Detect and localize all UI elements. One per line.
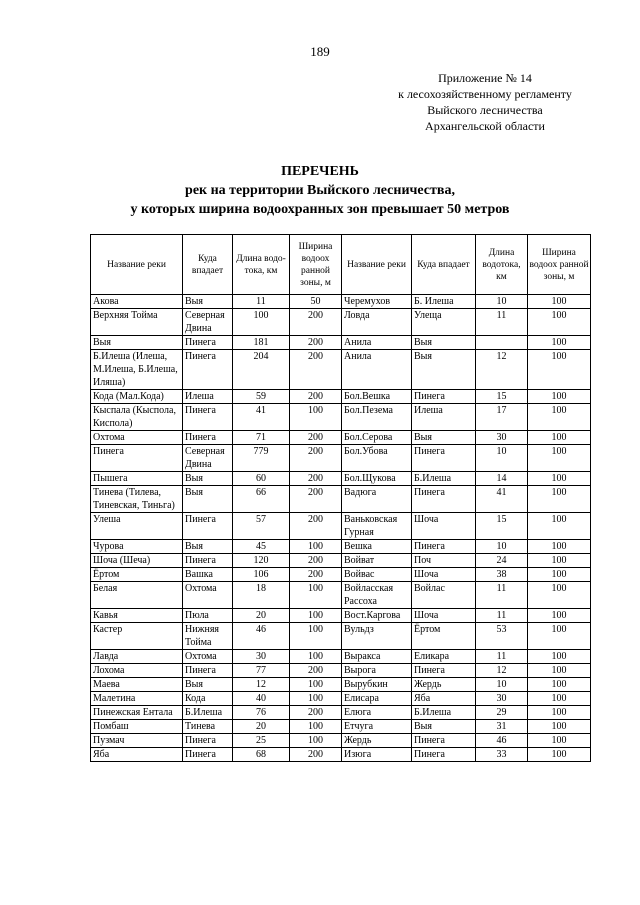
river-name-cell: Улеша [91, 513, 183, 540]
zone-width-cell: 100 [528, 431, 591, 445]
table-row [91, 404, 591, 431]
zone-width-cell: 200 [290, 350, 342, 390]
river-mouth-cell: Яба [412, 692, 476, 706]
table-row [91, 295, 591, 309]
river-length-cell: 18 [233, 582, 290, 609]
zone-width-cell: 100 [528, 295, 591, 309]
zone-width-cell: 100 [528, 336, 591, 350]
table-row [91, 748, 591, 762]
river-mouth-cell: Выя [183, 472, 233, 486]
river-length-cell: 17 [476, 404, 528, 431]
zone-width-cell: 100 [528, 390, 591, 404]
river-length-cell: 10 [476, 540, 528, 554]
river-length-cell: 11 [476, 609, 528, 623]
river-length-cell: 46 [233, 623, 290, 650]
table-row [91, 582, 591, 609]
river-length-cell: 46 [476, 734, 528, 748]
river-length-cell: 40 [233, 692, 290, 706]
river-length-cell: 24 [476, 554, 528, 568]
zone-width-cell: 200 [290, 554, 342, 568]
zone-width-cell: 100 [290, 623, 342, 650]
river-mouth-cell: Пинега [412, 734, 476, 748]
river-length-cell: 106 [233, 568, 290, 582]
zone-width-cell: 100 [290, 404, 342, 431]
river-length-cell: 204 [233, 350, 290, 390]
table-row [91, 650, 591, 664]
river-name-cell: Войласская Рассоха [342, 582, 412, 609]
river-mouth-cell: Пинега [183, 554, 233, 568]
river-mouth-cell: Илеша [183, 390, 233, 404]
river-length-cell: 10 [476, 295, 528, 309]
river-name-cell: Выракса [342, 650, 412, 664]
river-name-cell: Чурова [91, 540, 183, 554]
zone-width-cell: 200 [290, 309, 342, 336]
river-length-cell: 20 [233, 609, 290, 623]
river-name-cell: Бол.Убова [342, 445, 412, 472]
river-length-cell [476, 336, 528, 350]
river-name-cell: Кыспала (Кыспола, Киспола) [91, 404, 183, 431]
table-row [91, 472, 591, 486]
river-length-cell: 30 [476, 431, 528, 445]
river-length-cell: 11 [476, 309, 528, 336]
river-mouth-cell: Пинега [183, 336, 233, 350]
river-length-cell: 77 [233, 664, 290, 678]
zone-width-cell: 50 [290, 295, 342, 309]
appendix-line: Выйского лесничества [427, 103, 543, 117]
table-row [91, 568, 591, 582]
zone-width-cell: 100 [528, 568, 591, 582]
river-mouth-cell: Пинега [412, 486, 476, 513]
column-header: Ширина водоох ранной зоны, м [528, 235, 591, 295]
table-row [91, 554, 591, 568]
zone-width-cell: 200 [290, 445, 342, 472]
table-row [91, 445, 591, 472]
river-length-cell: 71 [233, 431, 290, 445]
table-row [91, 309, 591, 336]
river-mouth-cell: Пинега [412, 540, 476, 554]
zone-width-cell: 100 [528, 664, 591, 678]
zone-width-cell: 100 [528, 582, 591, 609]
zone-width-cell: 100 [528, 445, 591, 472]
zone-width-cell: 100 [528, 309, 591, 336]
column-header: Куда впадает [412, 235, 476, 295]
column-header: Название реки [342, 235, 412, 295]
appendix-note [360, 70, 610, 134]
river-name-cell: Лохома [91, 664, 183, 678]
heading-line: у которых ширина водоохранных зон превышает 50 метров [130, 202, 510, 217]
table-row [91, 664, 591, 678]
river-mouth-cell: Тинева [183, 720, 233, 734]
river-mouth-cell: Пинега [183, 431, 233, 445]
river-mouth-cell: Улеща [412, 309, 476, 336]
table-header-row [91, 235, 591, 295]
zone-width-cell: 100 [290, 678, 342, 692]
table-row [91, 336, 591, 350]
river-name-cell: Войвас [342, 568, 412, 582]
zone-width-cell: 200 [290, 568, 342, 582]
river-mouth-cell: Пинега [183, 350, 233, 390]
zone-width-cell: 200 [290, 472, 342, 486]
river-name-cell: Б.Илеша (Илеша, М.Илеша, Б.Илеша, Иляша) [91, 350, 183, 390]
column-header: Ширина водоох ранной зоны, м [290, 235, 342, 295]
river-length-cell: 25 [233, 734, 290, 748]
river-length-cell: 31 [476, 720, 528, 734]
river-mouth-cell: Выя [183, 540, 233, 554]
table-row [91, 486, 591, 513]
table-body [91, 295, 591, 762]
river-name-cell: Лавда [91, 650, 183, 664]
column-header: Длина водотока, км [476, 235, 528, 295]
river-mouth-cell: Охтома [183, 582, 233, 609]
zone-width-cell: 100 [290, 582, 342, 609]
river-mouth-cell: Выя [183, 678, 233, 692]
river-mouth-cell: Пинега [183, 734, 233, 748]
river-mouth-cell: Пинега [412, 748, 476, 762]
river-length-cell: 53 [476, 623, 528, 650]
page-number: 189 [310, 44, 330, 59]
appendix-line: к лесохозяйственному регламенту [398, 87, 572, 101]
river-mouth-cell: Выя [412, 350, 476, 390]
table-row [91, 734, 591, 748]
river-mouth-cell: Выя [183, 295, 233, 309]
zone-width-cell: 100 [528, 720, 591, 734]
river-name-cell: Малетина [91, 692, 183, 706]
river-name-cell: Тинева (Тилева, Тиневская, Тиньга) [91, 486, 183, 513]
river-name-cell: Кастер [91, 623, 183, 650]
river-mouth-cell: Илеша [412, 404, 476, 431]
river-mouth-cell: Еликара [412, 650, 476, 664]
river-name-cell: Кавья [91, 609, 183, 623]
river-length-cell: 60 [233, 472, 290, 486]
river-name-cell: Анила [342, 350, 412, 390]
zone-width-cell: 100 [528, 706, 591, 720]
zone-width-cell: 200 [290, 336, 342, 350]
river-name-cell: Охтома [91, 431, 183, 445]
river-length-cell: 41 [476, 486, 528, 513]
river-mouth-cell: Поч [412, 554, 476, 568]
river-mouth-cell: Северная Двина [183, 309, 233, 336]
river-name-cell: Шоча (Шеча) [91, 554, 183, 568]
zone-width-cell: 100 [528, 692, 591, 706]
heading-title: ПЕРЕЧЕНЬ [281, 164, 359, 179]
rivers-table [90, 234, 591, 762]
river-name-cell: Яба [91, 748, 183, 762]
river-mouth-cell: Пюла [183, 609, 233, 623]
zone-width-cell: 100 [290, 734, 342, 748]
river-mouth-cell: Б.Илеша [412, 472, 476, 486]
document-heading [0, 162, 640, 219]
river-name-cell: Ёртом [91, 568, 183, 582]
river-length-cell: 76 [233, 706, 290, 720]
river-mouth-cell: Пинега [183, 664, 233, 678]
zone-width-cell: 100 [528, 404, 591, 431]
zone-width-cell: 100 [528, 554, 591, 568]
table-row [91, 350, 591, 390]
river-length-cell: 30 [476, 692, 528, 706]
table-row [91, 540, 591, 554]
river-name-cell: Пышега [91, 472, 183, 486]
table-row [91, 431, 591, 445]
river-mouth-cell: Пинега [183, 513, 233, 540]
zone-width-cell: 100 [528, 472, 591, 486]
river-mouth-cell: Нижняя Тойма [183, 623, 233, 650]
river-mouth-cell: Ёртом [412, 623, 476, 650]
river-name-cell: Черемухов [342, 295, 412, 309]
zone-width-cell: 100 [528, 609, 591, 623]
river-name-cell: Вырубкин [342, 678, 412, 692]
river-length-cell: 45 [233, 540, 290, 554]
river-mouth-cell: Пинега [183, 748, 233, 762]
river-name-cell: Пузмач [91, 734, 183, 748]
zone-width-cell: 200 [290, 513, 342, 540]
river-mouth-cell: Кода [183, 692, 233, 706]
river-length-cell: 12 [233, 678, 290, 692]
river-name-cell: Елисара [342, 692, 412, 706]
river-name-cell: Изюга [342, 748, 412, 762]
zone-width-cell: 200 [290, 706, 342, 720]
table-row [91, 720, 591, 734]
river-length-cell: 15 [476, 390, 528, 404]
river-name-cell: Ваньковская Гурная [342, 513, 412, 540]
river-name-cell: Вост.Каргова [342, 609, 412, 623]
appendix-line: Приложение № 14 [438, 71, 532, 85]
river-length-cell: 100 [233, 309, 290, 336]
river-length-cell: 33 [476, 748, 528, 762]
river-length-cell: 14 [476, 472, 528, 486]
river-name-cell: Кода (Мал.Кода) [91, 390, 183, 404]
appendix-line: Архангельской области [425, 119, 545, 133]
river-length-cell: 68 [233, 748, 290, 762]
river-name-cell: Выя [91, 336, 183, 350]
river-mouth-cell: Б. Илеша [412, 295, 476, 309]
zone-width-cell: 100 [290, 609, 342, 623]
river-name-cell: Вырога [342, 664, 412, 678]
column-header: Длина водо-тока, км [233, 235, 290, 295]
table-row [91, 390, 591, 404]
river-length-cell: 779 [233, 445, 290, 472]
river-mouth-cell: Б.Илеша [183, 706, 233, 720]
river-mouth-cell: Пинега [412, 445, 476, 472]
river-name-cell: Бол.Щукова [342, 472, 412, 486]
zone-width-cell: 100 [528, 650, 591, 664]
river-name-cell: Пинежская Ентала [91, 706, 183, 720]
zone-width-cell: 200 [290, 390, 342, 404]
river-name-cell: Анила [342, 336, 412, 350]
river-length-cell: 10 [476, 445, 528, 472]
river-length-cell: 11 [476, 650, 528, 664]
zone-width-cell: 100 [528, 678, 591, 692]
zone-width-cell: 100 [528, 540, 591, 554]
zone-width-cell: 100 [528, 486, 591, 513]
river-mouth-cell: Выя [412, 336, 476, 350]
river-name-cell: Войват [342, 554, 412, 568]
river-length-cell: 11 [476, 582, 528, 609]
river-length-cell: 20 [233, 720, 290, 734]
river-mouth-cell: Охтома [183, 650, 233, 664]
zone-width-cell: 100 [290, 720, 342, 734]
table-row [91, 692, 591, 706]
river-length-cell: 120 [233, 554, 290, 568]
river-length-cell: 181 [233, 336, 290, 350]
river-length-cell: 41 [233, 404, 290, 431]
zone-width-cell: 200 [290, 664, 342, 678]
zone-width-cell: 100 [290, 650, 342, 664]
river-name-cell: Белая [91, 582, 183, 609]
river-mouth-cell: Пинега [412, 664, 476, 678]
river-mouth-cell: Пинега [183, 404, 233, 431]
river-name-cell: Акова [91, 295, 183, 309]
river-name-cell: Пинега [91, 445, 183, 472]
river-mouth-cell: Северная Двина [183, 445, 233, 472]
river-name-cell: Вульдз [342, 623, 412, 650]
river-name-cell: Етчуга [342, 720, 412, 734]
river-length-cell: 57 [233, 513, 290, 540]
zone-width-cell: 100 [290, 540, 342, 554]
river-length-cell: 59 [233, 390, 290, 404]
zone-width-cell: 100 [528, 734, 591, 748]
river-length-cell: 11 [233, 295, 290, 309]
river-mouth-cell: Пинега [412, 390, 476, 404]
river-name-cell: Вешка [342, 540, 412, 554]
river-name-cell: Маева [91, 678, 183, 692]
zone-width-cell: 200 [290, 431, 342, 445]
river-name-cell: Вадюга [342, 486, 412, 513]
river-name-cell: Жердь [342, 734, 412, 748]
river-length-cell: 15 [476, 513, 528, 540]
zone-width-cell: 200 [290, 748, 342, 762]
river-length-cell: 66 [233, 486, 290, 513]
river-mouth-cell: Шоча [412, 568, 476, 582]
river-length-cell: 12 [476, 350, 528, 390]
zone-width-cell: 100 [290, 692, 342, 706]
river-mouth-cell: Вашка [183, 568, 233, 582]
river-name-cell: Бол.Пезема [342, 404, 412, 431]
zone-width-cell: 200 [290, 486, 342, 513]
river-name-cell: Бол.Серова [342, 431, 412, 445]
river-mouth-cell: Жердь [412, 678, 476, 692]
river-name-cell: Ловда [342, 309, 412, 336]
river-mouth-cell: Шоча [412, 513, 476, 540]
river-mouth-cell: Войлас [412, 582, 476, 609]
zone-width-cell: 100 [528, 350, 591, 390]
river-name-cell: Помбаш [91, 720, 183, 734]
river-length-cell: 38 [476, 568, 528, 582]
heading-line: рек на территории Выйского лесничества, [185, 183, 455, 198]
table-row [91, 678, 591, 692]
zone-width-cell: 100 [528, 513, 591, 540]
river-length-cell: 10 [476, 678, 528, 692]
river-length-cell: 30 [233, 650, 290, 664]
river-mouth-cell: Выя [412, 720, 476, 734]
river-length-cell: 29 [476, 706, 528, 720]
river-length-cell: 12 [476, 664, 528, 678]
river-name-cell: Елюга [342, 706, 412, 720]
table-row [91, 513, 591, 540]
zone-width-cell: 100 [528, 623, 591, 650]
column-header: Название реки [91, 235, 183, 295]
column-header: Куда впадает [183, 235, 233, 295]
table-row [91, 609, 591, 623]
table-row [91, 623, 591, 650]
river-mouth-cell: Шоча [412, 609, 476, 623]
river-mouth-cell: Выя [183, 486, 233, 513]
river-mouth-cell: Б.Илеша [412, 706, 476, 720]
river-name-cell: Бол.Вешка [342, 390, 412, 404]
river-name-cell: Верхняя Тойма [91, 309, 183, 336]
table-row [91, 706, 591, 720]
zone-width-cell: 100 [528, 748, 591, 762]
river-mouth-cell: Выя [412, 431, 476, 445]
